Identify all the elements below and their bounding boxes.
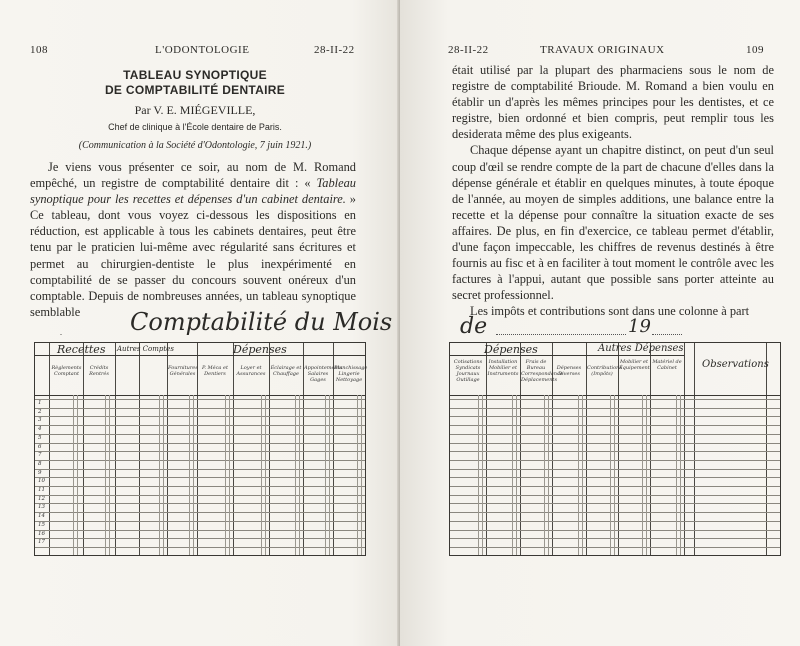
ledger-row-line [35, 425, 365, 426]
row-number: 12 [38, 495, 45, 502]
row-number: 15 [38, 521, 45, 528]
ledger-left-table [34, 342, 366, 556]
month-blank [496, 334, 626, 335]
row-number: 9 [38, 469, 42, 476]
left-body-text [30, 159, 356, 320]
ledger-right-table [449, 342, 781, 556]
year-blank [652, 334, 682, 335]
header-autres-depenses: Autres Dépenses [598, 343, 684, 354]
row-number: 11 [38, 487, 45, 493]
row-number: 3 [38, 417, 42, 424]
running-head-date: 28-II-22 [314, 44, 355, 56]
body-rest: » Ce tableau, dont vous voyez ci-dessous les dispositions en réduction, est applicable à tous les cabinets dentaires, peut être tenu par le praticien lui-même avec régularité sans écritures et permet au chirurgien-dentiste le plus inexpérimenté en comptabilité de se passer du concours souvent onéreux d'un comptable. Depuis de nombreuses années, un tableau synoptique semblable [30, 192, 356, 319]
row-number: 4 [38, 426, 42, 433]
header-depenses: Dépenses [233, 343, 287, 356]
ledger-row-line [450, 399, 780, 400]
sub-column-line [261, 395, 262, 555]
row-number: 13 [38, 504, 45, 511]
header-installation: Installation Mobilier et Instruments [487, 359, 519, 377]
ledger-row-line [35, 443, 365, 444]
ledger-row-line [35, 503, 365, 504]
row-number: 10 [38, 478, 45, 485]
row-number: 2 [38, 408, 42, 415]
row-number: 1 [38, 400, 42, 406]
ledger-row-line [450, 477, 780, 478]
right-body-text [452, 62, 774, 320]
sub-column-line [73, 395, 74, 555]
ledger-title: Comptabilité du Mois [130, 308, 393, 336]
header-prothese: P. Méca et Dentiers [202, 365, 228, 377]
right-page [400, 0, 800, 646]
header-blanchissage: Blanchissage Lingerie Nettoyage [334, 365, 368, 383]
sub-column-line [548, 395, 549, 555]
running-head-date-right: 28-II-22 [448, 44, 489, 56]
header-observations: Observations [702, 359, 769, 370]
article-title [60, 68, 330, 98]
ledger-title-de: de [460, 314, 488, 339]
header-frais: Frais de Bureau Correspondance Déplacements [521, 359, 563, 383]
ledger-row-line [450, 443, 780, 444]
row-number: 14 [38, 513, 45, 520]
communication-note: (Communication à la Société d'Odontologie, 7 juin 1921.) [78, 140, 312, 151]
header-reglements: Règlements Comptant [51, 365, 82, 377]
header-cotisations: Cotisations Syndicats Journaux Outillage [453, 359, 483, 383]
ledger-row-line [450, 495, 780, 496]
running-head-section: TRAVAUX ORIGINAUX [540, 44, 665, 56]
sub-column-line [544, 395, 545, 555]
header-depenses-right: Dépenses [484, 343, 538, 356]
sub-column-line [109, 395, 110, 555]
sub-column-line [299, 395, 300, 555]
sub-column-line [329, 395, 330, 555]
row-number: 5 [38, 434, 42, 441]
ledger-row-line [35, 399, 365, 400]
title-line2: DE COMPTABILITÉ DENTAIRE [104, 83, 286, 97]
ledger-row-line [35, 538, 365, 539]
sub-column-line [193, 395, 194, 555]
sub-column-line [225, 395, 226, 555]
header-recettes: Recettes [57, 343, 106, 356]
sub-column-line [482, 395, 483, 555]
right-para1: était utilisé par la plupart des pharmaciens sous le nom de registre de comptabilité Brioude. M. Romand a bien voulu en établir un d'après les mêmes principes pour les dentistes, et ce registre, bien ordonné et bien compris, peut remplir tous les desiderata même des plus exigeants. [452, 63, 774, 142]
ledger-row-line [35, 408, 365, 409]
ledger-row-line [450, 469, 780, 470]
header-loyer: Loyer et Assurances [236, 365, 266, 377]
ledger-row-line [35, 460, 365, 461]
sub-column-line [578, 395, 579, 555]
sub-column-line [189, 395, 190, 555]
title-line1: TABLEAU SYNOPTIQUE [123, 68, 267, 82]
sub-column-line [77, 395, 78, 555]
header-autres-comptes: Autres Comptes [117, 345, 174, 353]
ledger-row-line [35, 521, 365, 522]
affiliation: Chef de clinique à l'École dentaire de Paris. [108, 122, 282, 132]
sub-column-line [105, 395, 106, 555]
ledger-row-line [450, 503, 780, 504]
header-depenses-diverses: Dépenses Diverses [556, 365, 582, 377]
ledger-row-line [35, 434, 365, 435]
sub-column-line [265, 395, 266, 555]
sub-column-line [582, 395, 583, 555]
row-number: 8 [38, 460, 42, 467]
title-mark: . [60, 328, 62, 337]
body-start: Je viens vous présenter ce soir, au nom de M. Romand empêché, un registre de comptabilité dentaire dit : « [30, 160, 356, 191]
ledger-row-line [450, 521, 780, 522]
ledger-row-line [35, 530, 365, 531]
sub-column-line [676, 395, 677, 555]
row-number: 16 [38, 530, 45, 537]
sub-column-line [512, 395, 513, 555]
ledger-row-line [35, 416, 365, 417]
ledger-row-line [450, 408, 780, 409]
sub-column-line [516, 395, 517, 555]
running-head-journal: L'ODONTOLOGIE [155, 44, 250, 56]
ledger-row-line [35, 495, 365, 496]
sub-column-line [614, 395, 615, 555]
header-materiel: Matériel de Cabinet [652, 359, 682, 371]
row-number: 7 [38, 452, 42, 459]
ledger-row-line [450, 416, 780, 417]
header-contributions: Contributions (Impôts) [587, 365, 622, 377]
sub-column-line [295, 395, 296, 555]
sub-column-line [325, 395, 326, 555]
row-number: 17 [38, 539, 45, 546]
sub-column-line [163, 395, 164, 555]
ledger-row-line [35, 477, 365, 478]
byline: Par V. E. MIÉGEVILLE, [134, 103, 256, 117]
right-para3: Les impôts et contributions sont dans une colonne à part [470, 304, 750, 319]
ledger-row-line [35, 512, 365, 513]
page-number-right: 109 [746, 44, 764, 56]
ledger-row-line [450, 460, 780, 461]
sub-column-line [159, 395, 160, 555]
header-credits: Crédits Rentrés [89, 365, 109, 377]
sub-column-line [478, 395, 479, 555]
ledger-row-line [450, 547, 780, 548]
ledger-row-line [35, 469, 365, 470]
sub-column-line [357, 395, 358, 555]
header-fournitures: Fournitures Générales [168, 365, 198, 377]
sub-column-line [642, 395, 643, 555]
ledger-row-line [450, 530, 780, 531]
sub-column-line [646, 395, 647, 555]
sub-column-line [680, 395, 681, 555]
ledger-row-line [450, 425, 780, 426]
header-eclairage: Éclairage et Chauffage [270, 365, 302, 377]
row-number: 6 [38, 443, 42, 450]
ledger-row-line [35, 547, 365, 548]
right-para2: Chaque dépense ayant un chapitre distinct, on peut d'un seul coup d'œil se rendre compte de la part de chacune d'elles dans la dépense générale et établir en quelques minutes, à toute époque de l'année, au moyen de simples additions, une balance entre la recette et la dépense pour connaître la situation exacte de ses affaires. De plus, en fin d'exercice, ce tableau permet d'établir, d'une façon impeccable, les chiffres de revenus destinés à être fournis au fisc et à en faciliter à tout moment le contrôle avec les factures à l'appui, autant que possible sans porter atteinte au secret professionnel. [452, 143, 774, 303]
ledger-row-line [450, 538, 780, 539]
header-appointements: Appointements Salaires Gages [304, 365, 343, 383]
sub-column-line [229, 395, 230, 555]
sub-column-line [610, 395, 611, 555]
year-prefix: 19 [628, 316, 651, 337]
ledger-row-line [35, 451, 365, 452]
header-mobilier: Mobilier et Équipement [619, 359, 650, 371]
sub-column-line [361, 395, 362, 555]
ledger-row-line [35, 486, 365, 487]
ledger-row-line [450, 486, 780, 487]
ledger-row-line [450, 434, 780, 435]
ledger-row-line [450, 512, 780, 513]
body-italic: Tableau synoptique pour les recettes et dépenses d'un cabinet dentaire. [30, 176, 356, 207]
page-number: 108 [30, 44, 48, 56]
ledger-row-line [450, 451, 780, 452]
